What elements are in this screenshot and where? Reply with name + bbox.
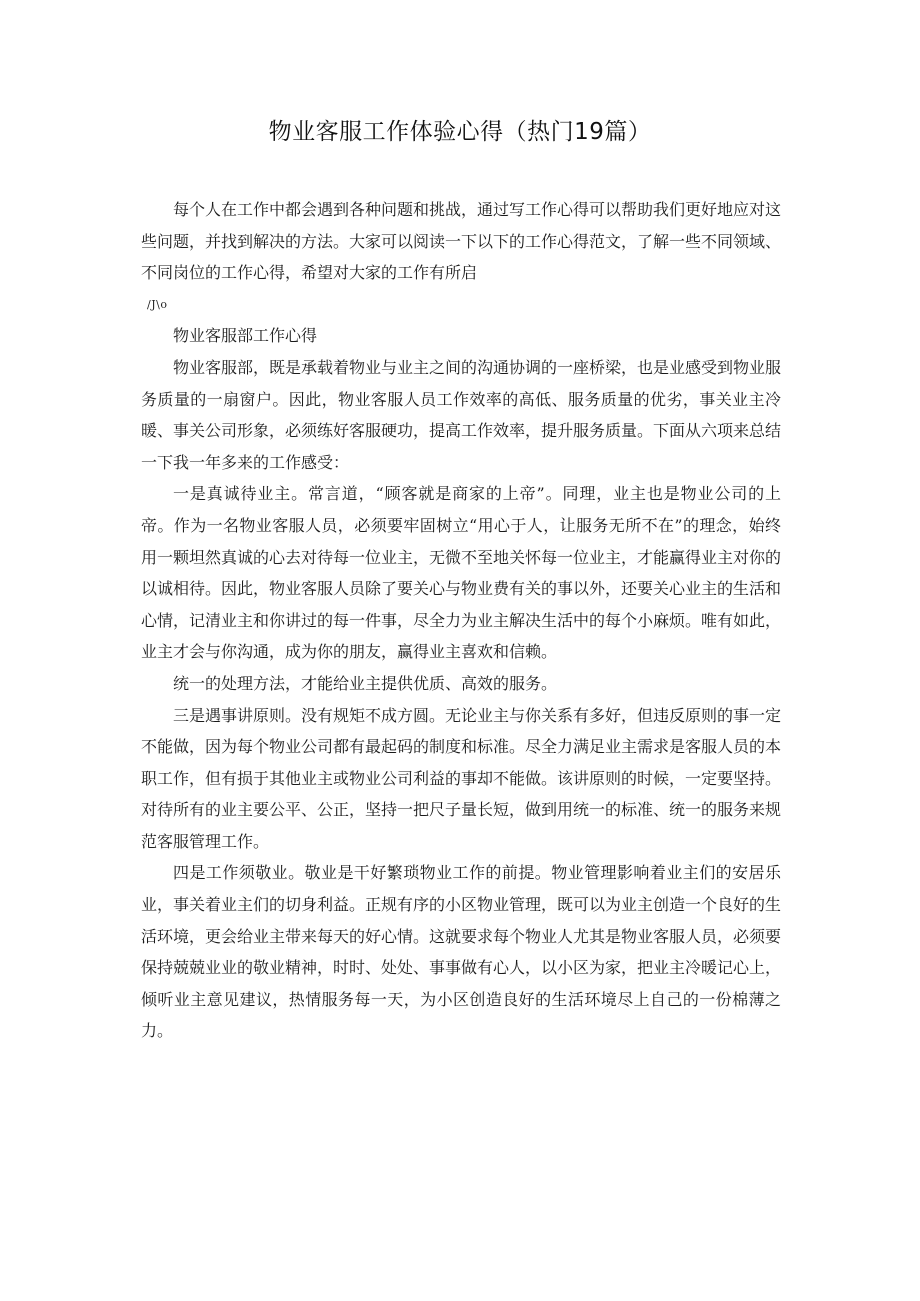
- section-heading: 物业客服部工作心得: [173, 326, 318, 346]
- intro-paragraph: 每个人在工作中都会遇到各种问题和挑战，通过写工作心得可以帮助我们更好地应对这些问题，并找到解决的方法。大家可以阅读一下以下的工作心得范文，了解一些不同领域、不同岗位的工作心得，希望对大家的工作有所启: [141, 200, 782, 283]
- body-paragraph: 一是真诚待业主。常言道，“顾客就是商家的上帝”。同理，业主也是物业公司的上帝。作为一名物业客服人员，必须要牢固树立“用心于人，让服务无所不在”的理念，始终用一颗坦然真诚的心去对待每一位业主，无微不至地关怀每一位业主，才能赢得业主对你的以诚相待。因此，物业客服人员除了要关心与物业费有关的事以外，还要关心业主的生活和心情，记清业主和你讲过的每一件事，尽全力为业主解决生活中的每个小麻烦。唯有如此，业主才会与你沟通，成为你的朋友，赢得业主喜欢和信赖。: [141, 484, 782, 662]
- stray-mark: /J\o: [147, 297, 168, 311]
- document-body: [141, 194, 781, 1047]
- body-paragraph: 四是工作须敬业。敬业是干好繁琐物业工作的前提。物业管理影响着业主们的安居乐业，事关着业主们的切身利益。正规有序的小区物业管理，既可以为业主创造一个良好的生活环境，更会给业主带来每天的好心情。这就要求每个物业人尤其是物业客服人员，必须要保持兢兢业业的敬业精神，时时、处处、事事做有心人，以小区为家，把业主冷暖记心上，倾听业主意见建议，热情服务每一天，为小区创造良好的生活环境尽上自己的一份棉薄之力。: [141, 863, 782, 1041]
- body-paragraph: 统一的处理方法，才能给业主提供优质、高效的服务。: [173, 673, 558, 693]
- document-title: 物业客服工作体验心得（热门19篇）: [268, 119, 652, 145]
- body-paragraph: 物业客服部，既是承载着物业与业主之间的沟通协调的一座桥梁，也是业感受到物业服务质量的一扇窗户。因此，物业客服人员工作效率的高低、服务质量的优劣，事关业主冷暖、事关公司形象，必须练好客服硬功，提高工作效率，提升服务质量。下面从六项来总结一下我一年多来的工作感受：: [141, 357, 782, 472]
- body-paragraph: 三是遇事讲原则。没有规矩不成方圆。无论业主与你关系有多好，但违反原则的事一定不能做，因为每个物业公司都有最起码的制度和标准。尽全力满足业主需求是客服人员的本职工作，但有损于其他业主或物业公司利益的事却不能做。该讲原则的时候，一定要坚持。对待所有的业主要公平、公正，坚持一把尺子量长短，做到用统一的标准、统一的服务来规范客服管理工作。: [141, 705, 782, 851]
